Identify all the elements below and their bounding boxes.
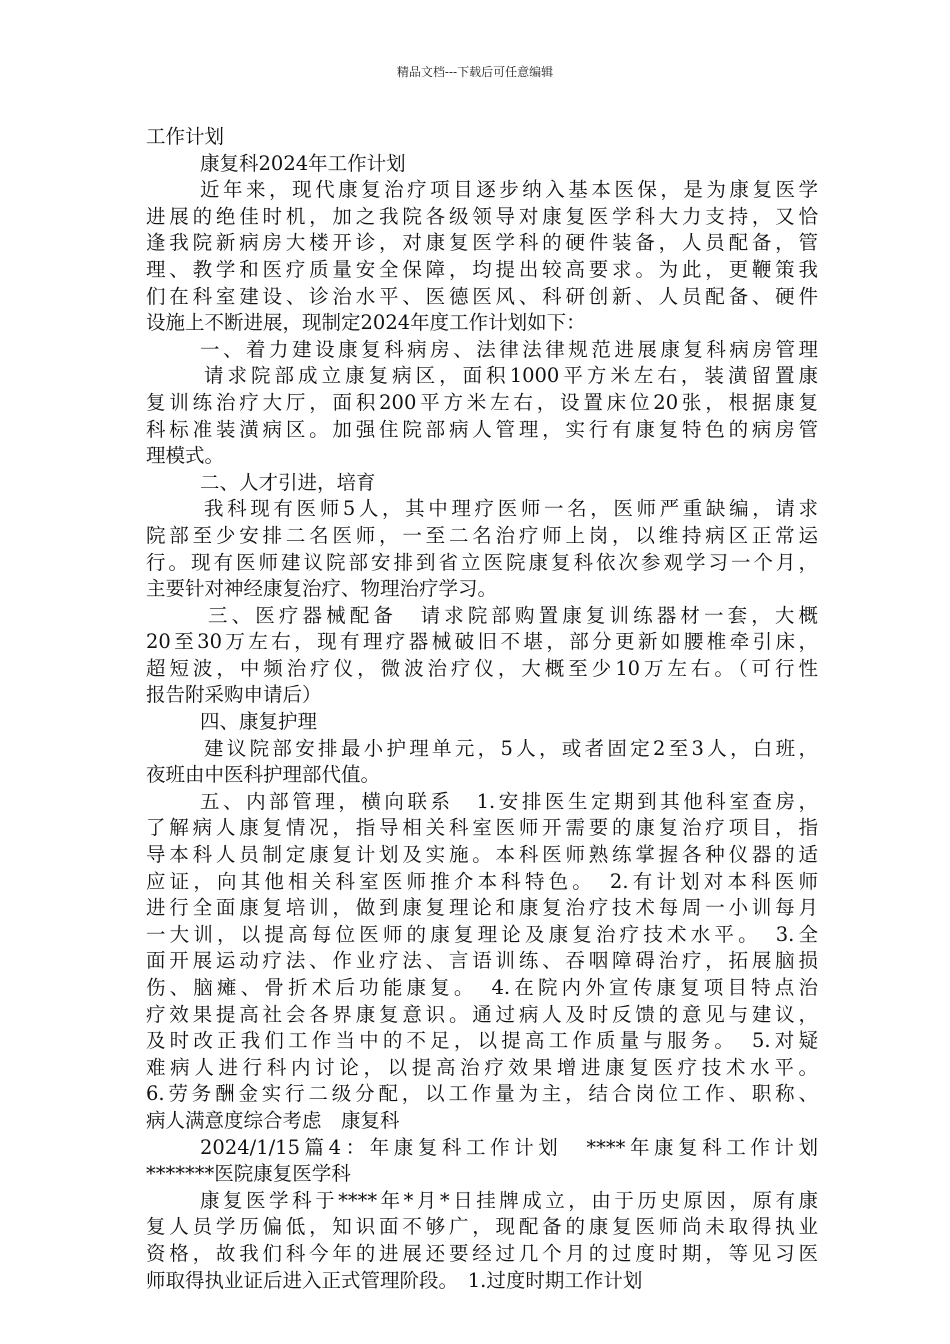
section-heading: 三、医疗器械配备 请求院部购置康复训练器材一套，大概 — [208, 603, 818, 627]
paragraph-line: 复训练治疗大厅，面积200平方米左右，设置床位20张，根据康复 — [146, 390, 818, 414]
page-header: 精品文档---下载后可任意编辑 — [396, 65, 554, 79]
paragraph-line: 面开展运动疗法、作业疗法、言语训练、吞咽障碍治疗，拓展脑损 — [146, 949, 818, 973]
section-heading: 2024/1/15篇4：年康复科工作计划 ****年康复科工作计划 — [200, 1135, 818, 1159]
section-heading: 二、人才引进，培育 — [200, 470, 376, 494]
paragraph-line: 康复医学科于****年*月*日挂牌成立，由于历史原因，原有康 — [200, 1188, 818, 1212]
section-heading: 四、康复护理 — [200, 710, 318, 734]
paragraph-line: 疗效果提高社会各界康复意识。通过病人及时反馈的意见与建议， — [146, 1002, 818, 1026]
section-heading: 一、着力建设康复科病房、法律法律规范进展康复科病房管理 — [200, 337, 818, 361]
paragraph-line: 院部至少安排二名医师，一至二名治疗师上岗，以维持病区正常运 — [146, 523, 818, 547]
paragraph-line: 我科现有医师5人，其中理疗医师一名，医师严重缺编，请求 — [204, 497, 818, 521]
paragraph-line: 报告附采购申请后） — [146, 683, 322, 707]
paragraph-line: 6.劳务酬金实行二级分配，以工作量为主，结合岗位工作、职称、 — [146, 1082, 818, 1106]
section-heading: 五、内部管理，横向联系 1.安排医生定期到其他科室查房， — [200, 789, 818, 813]
paragraph-line: 资格，故我们科今年的进展还要经过几个月的过度时期，等见习医 — [146, 1241, 818, 1265]
doc-subtitle: 康复科2024年工作计划 — [200, 151, 406, 175]
paragraph-line: 逢我院新病房大楼开诊，对康复医学科的硬件装备，人员配备，管 — [146, 231, 818, 255]
paragraph-line: 主要针对神经康复治疗、物理治疗学习。 — [146, 577, 498, 601]
doc-title: 工作计划 — [146, 125, 225, 148]
paragraph-line: 及时改正我们工作当中的不足，以提高工作质量与服务。 5.对疑 — [146, 1029, 818, 1053]
paragraph-line: 超短波，中频治疗仪，微波治疗仪，大概至少10万左右。（可行性 — [146, 656, 818, 680]
paragraph-line: 夜班由中医科护理部代值。 — [146, 763, 381, 787]
paragraph-line: 了解病人康复情况，指导相关科室医师开需要的康复治疗项目，指 — [146, 816, 818, 840]
paragraph-line: 行。现有医师建议院部安排到省立医院康复科依次参观学习一个月， — [146, 550, 818, 574]
paragraph-line: 师取得执业证后进入正式管理阶段。 1.过度时期工作计划 — [146, 1268, 643, 1292]
paragraph-line: 难病人进行科内讨论，以提高治疗效果增进康复医疗技术水平。 — [146, 1055, 818, 1079]
document-body — [146, 124, 818, 1294]
paragraph-line: 20至30万左右，现有理疗器械破旧不堪，部分更新如腰椎牵引床， — [146, 630, 818, 654]
paragraph-line: 应证，向其他相关科室医师推介本科特色。 2.有计划对本科医师 — [146, 869, 818, 893]
paragraph-line: 们在科室建设、诊治水平、医德医风、科研创新、人员配备、硬件 — [146, 284, 818, 308]
paragraph-line: 建议院部安排最小护理单元，5人，或者固定2至3人，白班， — [204, 736, 818, 760]
paragraph-line: 近年来，现代康复治疗项目逐步纳入基本医保，是为康复医学 — [200, 178, 818, 202]
paragraph-line: 一大训，以提高每位医师的康复理论及康复治疗技术水平。 3.全 — [146, 922, 818, 946]
paragraph-line: 导本科人员制定康复计划及实施。本科医师熟练掌握各种仪器的适 — [146, 843, 818, 867]
paragraph-line: 请求院部成立康复病区，面积1000平方米左右，装潢留置康 — [204, 364, 818, 388]
paragraph-line: 复人员学历偏低，知识面不够广，现配备的康复医师尚未取得执业 — [146, 1215, 818, 1239]
paragraph-line: 伤、脑瘫、骨折术后功能康复。 4.在院内外宣传康复项目特点治 — [146, 976, 818, 999]
paragraph-line: 理模式。 — [146, 444, 225, 468]
paragraph-line: 设施上不断进展，现制定2024年度工作计划如下： — [146, 311, 586, 335]
paragraph-line: 病人满意度综合考虑 康复科 — [146, 1108, 400, 1132]
paragraph-line: 进展的绝佳时机，加之我院各级领导对康复医学科大力支持，又恰 — [146, 204, 818, 228]
paragraph-line: 理、教学和医疗质量安全保障，均提出较高要求。为此，更鞭策我 — [146, 257, 818, 281]
paragraph-line: *******医院康复医学科 — [146, 1162, 351, 1186]
paragraph-line: 进行全面康复培训，做到康复理论和康复治疗技术每周一小训每月 — [146, 896, 818, 920]
paragraph-line: 科标准装潢病区。加强住院部病人管理，实行有康复特色的病房管 — [146, 417, 818, 441]
